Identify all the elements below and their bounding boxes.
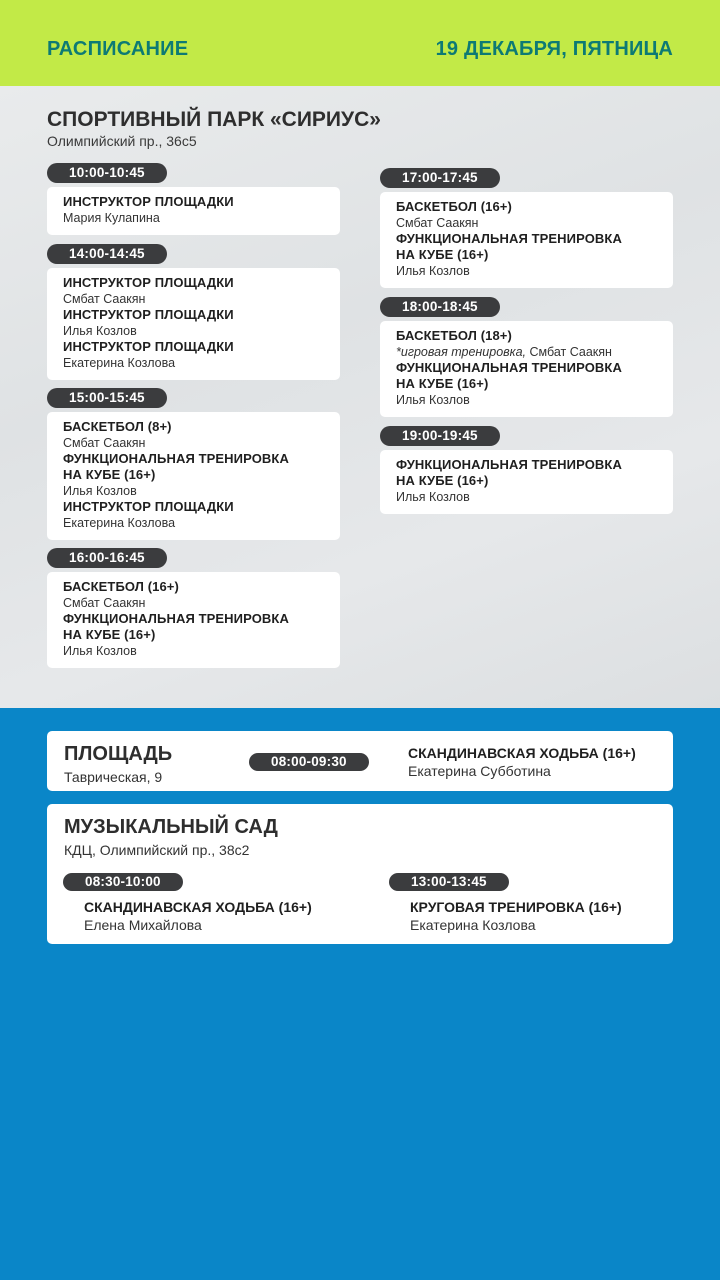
instructor: Екатерина Субботина xyxy=(408,763,551,779)
garden-address: КДЦ, Олимпийский пр., 38с2 xyxy=(64,842,250,858)
activity: СКАНДИНАВСКАЯ ХОДЬБА (16+) xyxy=(408,745,636,761)
slot-card xyxy=(380,192,673,288)
activity: НА КУБЕ (16+) xyxy=(63,467,156,482)
garden-title: МУЗЫКАЛЬНЫЙ САД xyxy=(64,816,278,838)
slot-1700 xyxy=(380,168,673,288)
activity: ФУНКЦИОНАЛЬНАЯ ТРЕНИРОВКА xyxy=(396,360,622,375)
square-card xyxy=(47,731,673,791)
slot-card xyxy=(47,412,340,540)
slot-1000 xyxy=(47,163,340,235)
instructor: Смбат Саакян xyxy=(63,292,146,306)
slot-1800 xyxy=(380,297,673,417)
time-pill: 14:00-14:45 xyxy=(47,244,167,264)
time-pill: 17:00-17:45 xyxy=(380,168,500,188)
instructor: Елена Михайлова xyxy=(84,917,202,933)
activity: ИНСТРУКТОР ПЛОЩАДКИ xyxy=(63,307,234,322)
activity: БАСКЕТБОЛ (8+) xyxy=(63,419,172,434)
activity: СКАНДИНАВСКАЯ ХОДЬБА (16+) xyxy=(84,899,312,915)
activity: НА КУБЕ (16+) xyxy=(396,247,489,262)
instructor: Илья Козлов xyxy=(396,490,470,504)
activity: БАСКЕТБОЛ (18+) xyxy=(396,328,512,343)
activity: КРУГОВАЯ ТРЕНИРОВКА (16+) xyxy=(410,899,622,915)
time-pill: 18:00-18:45 xyxy=(380,297,500,317)
activity: НА КУБЕ (16+) xyxy=(396,473,489,488)
park-section xyxy=(0,86,720,708)
activity: ИНСТРУКТОР ПЛОЩАДКИ xyxy=(63,339,234,354)
park-title: СПОРТИВНЫЙ ПАРК «СИРИУС» xyxy=(47,108,381,131)
slot-card xyxy=(380,321,673,417)
slot-1500 xyxy=(47,388,340,540)
activity: БАСКЕТБОЛ (16+) xyxy=(63,579,179,594)
activity: ФУНКЦИОНАЛЬНАЯ ТРЕНИРОВКА xyxy=(63,611,289,626)
activity: ИНСТРУКТОР ПЛОЩАДКИ xyxy=(63,499,234,514)
time-pill: 08:30-10:00 xyxy=(63,873,183,891)
activity: ФУНКЦИОНАЛЬНАЯ ТРЕНИРОВКА xyxy=(396,457,622,472)
instructor: Илья Козлов xyxy=(396,393,470,407)
activity: ИНСТРУКТОР ПЛОЩАДКИ xyxy=(63,194,234,209)
activity: ФУНКЦИОНАЛЬНАЯ ТРЕНИРОВКА xyxy=(396,231,622,246)
schedule-date: 19 ДЕКАБРЯ, ПЯТНИЦА xyxy=(435,38,673,60)
slot-card xyxy=(47,572,340,668)
square-title: ПЛОЩАДЬ xyxy=(64,743,173,765)
activity: БАСКЕТБОЛ (16+) xyxy=(396,199,512,214)
time-pill: 16:00-16:45 xyxy=(47,548,167,568)
activity: ФУНКЦИОНАЛЬНАЯ ТРЕНИРОВКА xyxy=(63,451,289,466)
instructor xyxy=(396,344,657,360)
instructor: Смбат Саакян xyxy=(396,216,479,230)
instructor: Илья Козлов xyxy=(63,324,137,338)
time-pill: 15:00-15:45 xyxy=(47,388,167,408)
instructor: Мария Кулапина xyxy=(63,211,160,225)
time-pill: 10:00-10:45 xyxy=(47,163,167,183)
header-bar xyxy=(0,0,720,86)
time-pill: 13:00-13:45 xyxy=(389,873,509,891)
instructor: Илья Козлов xyxy=(63,484,137,498)
slot-card xyxy=(380,450,673,514)
square-address: Таврическая, 9 xyxy=(64,769,163,785)
activity: ИНСТРУКТОР ПЛОЩАДКИ xyxy=(63,275,234,290)
slot-card xyxy=(47,187,340,235)
instructor: Смбат Саакян xyxy=(63,596,146,610)
slot-1600 xyxy=(47,548,340,668)
garden-card xyxy=(47,804,673,944)
time-pill: 19:00-19:45 xyxy=(380,426,500,446)
instructor: Екатерина Козлова xyxy=(63,356,176,370)
instructor: Екатерина Козлова xyxy=(63,516,176,530)
schedule-title: РАСПИСАНИЕ xyxy=(47,38,189,60)
instructor: Смбат Саакян xyxy=(63,436,146,450)
instructor: Екатерина Козлова xyxy=(410,917,536,933)
activity: НА КУБЕ (16+) xyxy=(63,627,156,642)
slot-1400 xyxy=(47,244,340,380)
instructor: Илья Козлов xyxy=(396,264,470,278)
park-address: Олимпийский пр., 36с5 xyxy=(47,133,197,149)
time-pill: 08:00-09:30 xyxy=(249,753,369,771)
session-note: *игровая тренировка, xyxy=(396,345,526,359)
slot-card xyxy=(47,268,340,380)
instructor-name: Смбат Саакян xyxy=(529,345,612,359)
instructor: Илья Козлов xyxy=(63,644,137,658)
activity: НА КУБЕ (16+) xyxy=(396,376,489,391)
slot-1900 xyxy=(380,426,673,514)
